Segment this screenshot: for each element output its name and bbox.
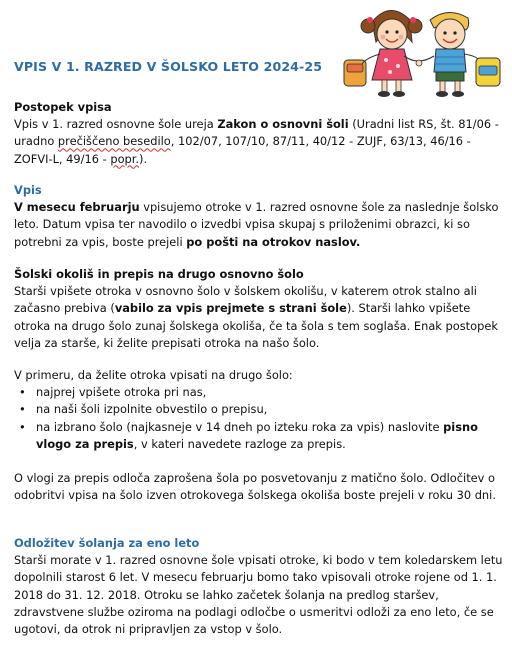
section-solski-okolis	[14, 266, 504, 352]
section-heading: Postopek vpisa	[14, 100, 112, 114]
list-intro: V primeru, da želite otroka vpisati na drugo šolo:	[14, 368, 293, 382]
list-item: • najprej vpišete otroka pri nas,	[14, 384, 504, 401]
section-heading: Šolski okoliš in prepis na drugo osnovno šolo	[14, 267, 304, 281]
section-heading: Vpis	[14, 183, 42, 197]
section-odlozitev	[14, 535, 504, 638]
section-heading: Odložitev šolanja za eno leto	[14, 536, 200, 550]
paragraph-vloga: O vlogi za prepis odloča zaprošena šola po posvetovanju z matično šolo. Odločitev o odobritvi vpisa na šolo izven otrokovega šolskega okoliša boste prejeli v roku 30 dni.	[14, 471, 496, 503]
paragraph: Starši vpišete otroka v osnovno šolo v šolskem okolišu, v katerem otrok stalno ali začasno prebiva (vabilo za vpis prejmete s strani šole). Starši lahko vpišete otroka na drugo šolo zunaj šolskega okoliša, če ta šola s tem soglaša. Enak postopek velja za starše, ki želite prepisati otroka na našo šolo.	[14, 284, 498, 350]
children-with-backpacks-illustration	[338, 2, 506, 98]
list-item: • na naši šoli izpolnite obvestilo o prepisu,	[14, 401, 504, 418]
section-primer	[14, 367, 504, 453]
paragraph: Vpis v 1. razred osnovne šole ureja Zakon o osnovni šoli (Uradni list RS, št. 81/06 - uradno prečiščeno besedilo, 102/07, 107/10, 87/11, 40/12 - ZUJF, 63/13, 46/16 - ZOFVI-L, 49/16 - popr.).	[14, 117, 499, 166]
section-postopek-vpisa	[14, 99, 504, 168]
paragraph: V mesecu februarju vpisujemo otroke v 1. razred osnovne šole za naslednje šolsko leto. Datum vpisa ter navodilo o izvedbi vpisa skupaj s priloženimi obrazci, ki so potrebni za vpis, boste prejeli po pošti na otrokov naslov.	[14, 200, 499, 249]
paragraph: Starši morate v 1. razred osnovne šole vpisati otroke, ki bodo v tem koledarskem letu dopolnili starost 6 let. V mesecu februarju bomo tako vpisovali otroke rojene od 1. 1. 2018 do 31. 12. 2018. Otroku se lahko začetek šolanja na predlog staršev, zdravstvene službe oziroma na podlagi odločbe o usmeritvi odloži za eno leto, če se ugotovi, da otrok ni pripravljen za vstop v šolo.	[14, 553, 503, 637]
bullet-list	[14, 384, 504, 453]
section-vpis	[14, 182, 504, 251]
girl-figure	[344, 10, 422, 97]
page-title: VPIS V 1. RAZRED V ŠOLSKO LETO 2024-25	[14, 59, 323, 74]
boy-figure	[430, 12, 500, 97]
list-item: • na izbrano šolo (najkasneje v 14 dneh po izteku roka za vpis) naslovite pisno vlogo za prepis, v kateri navedete razloge za prepis.	[14, 419, 504, 453]
